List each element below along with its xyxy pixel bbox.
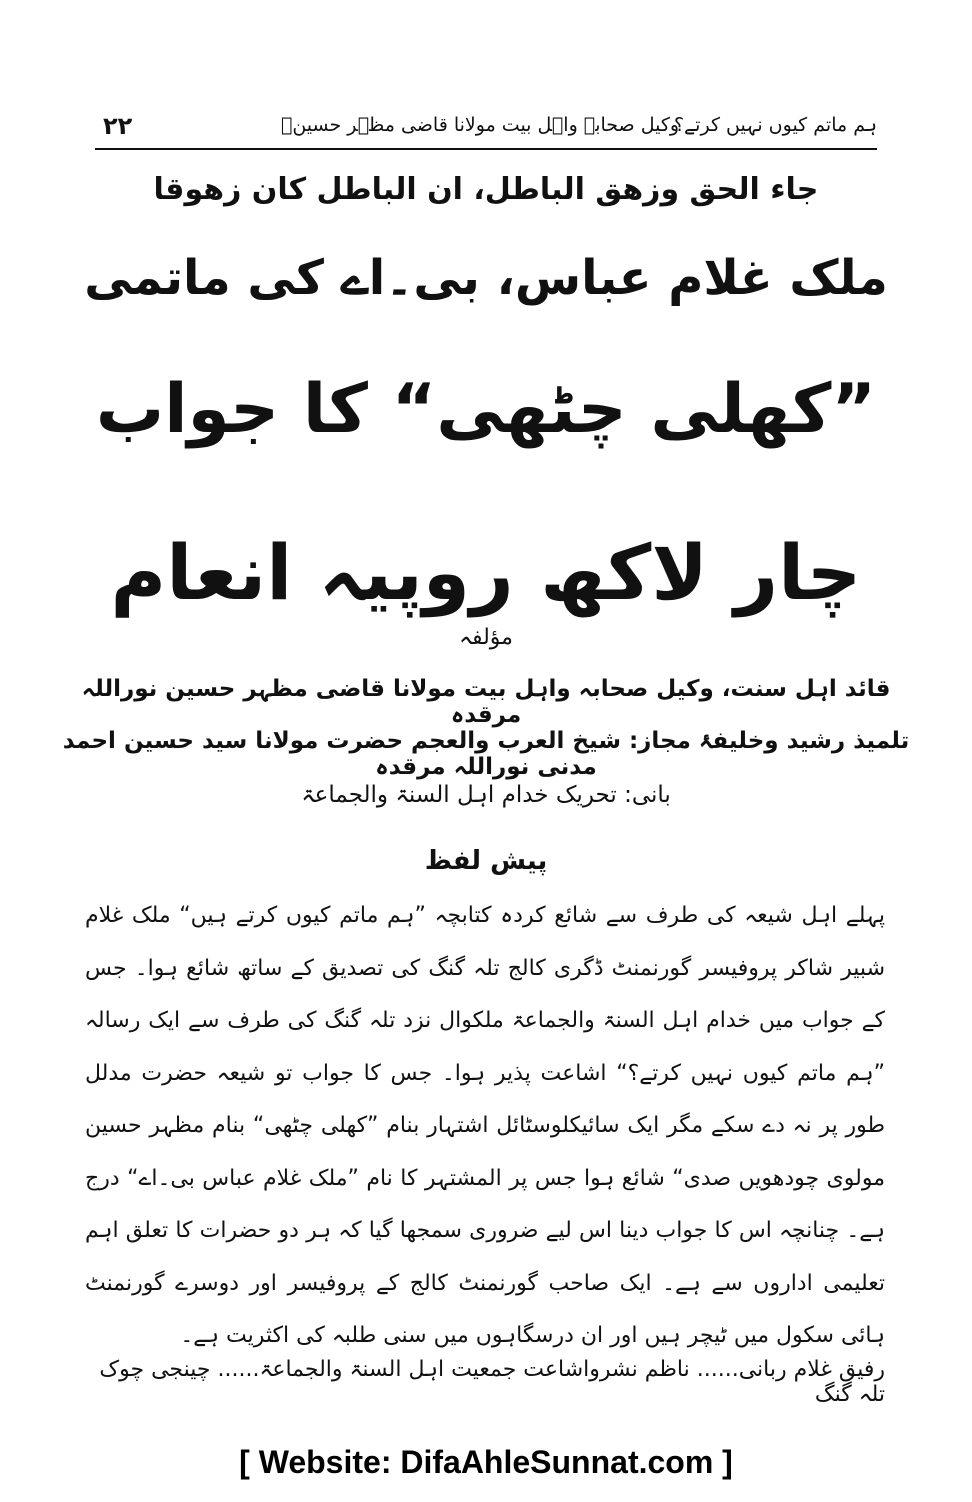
running-header [95,108,877,150]
signature-line: رفیق غلام ربانی...... ناظم نشرواشاعت جمعیت اہل السنۃ والجماعۃ...... چینجی چوک تلہ گنگ [99,1357,885,1407]
author-label: مؤلفہ [459,625,513,650]
author-line-1: قائد اہل سنت، وکیل صحابہ واہل بیت مولانا قاضی مظہر حسین نوراللہ مرقدہ [81,676,891,728]
preface-paragraph: پہلے اہل شیعہ کی طرف سے شائع کردہ کتابچہ ”ہم ماتم کیوں کرتے ہیں“ ملک غلام شبیر شاکر پروفیسر گورنمنٹ ڈگری کالج تلہ گنگ کی تصدیق کے ساتھ شائع ہوا۔ جس کے جواب میں خدام اہل السنۃ والجماعۃ ملکوال نزد تلہ گنگ کی طرف سے ایک رسالہ ”ہم ماتم کیوں نہیں کرتے؟“ اشاعت پذیر ہوا۔ جس کا جواب تو شیعہ حضرت مدلل طور پر نہ دے سکے مگر ایک سائیکلوسٹائل اشتہار بنام ”کھلی چٹھی“ بنام مظہر حسین مولوی چودھویں صدی“ شائع ہوا جس پر المشتہر کا نام ”ملک غلام عباس بی۔اے“ درج ہے۔ چنانچہ اس کا جواب دینا اس لیے ضروری سمجھا گیا کہ ہر دو حضرات کا تعلق اہم تعلیمی اداروں سے ہے۔ ایک صاحب گورنمنٹ کالج کے پروفیسر اور دوسرے گورنمنٹ ہائی سکول میں ٹیچر ہیں اور ان درسگاہوں میں سنی طلبہ کی اکثریت ہے۔ [85,903,885,1348]
author-line-3: بانی: تحریک خدام اہل السنۃ والجماعۃ [301,782,671,808]
website-link[interactable]: [ Website: DifaAhleSunnat.com ] [239,1444,733,1480]
preface-body [85,890,885,1363]
title-line-3: چار لاکھ روپیہ انعام [110,528,862,617]
page-number: ۲۲ [103,112,133,140]
title-line-1: ملک غلام عباس، بی۔اے کی ماتمی [84,250,888,306]
preface-heading: پیش لفظ [424,846,548,876]
header-book-title: ہم ماتم کیوں نہیں کرتے؟ [673,114,877,136]
header-author: وکیل صحابہ واہل بیت مولانا قاضی مظہر حسینؒ [280,114,680,136]
title-line-2: ”کھلی چٹھی“ کا جواب [95,370,877,449]
author-line-2: تلمیذ رشید وخلیفۂ مجاز: شیخ العرب والعجم حضرت مولانا سید حسین احمد مدنی نوراللہ مرقدہ [62,728,910,780]
quran-verse: جاء الحق وزهق الباطل، ان الباطل كان زهوقا [153,172,819,207]
